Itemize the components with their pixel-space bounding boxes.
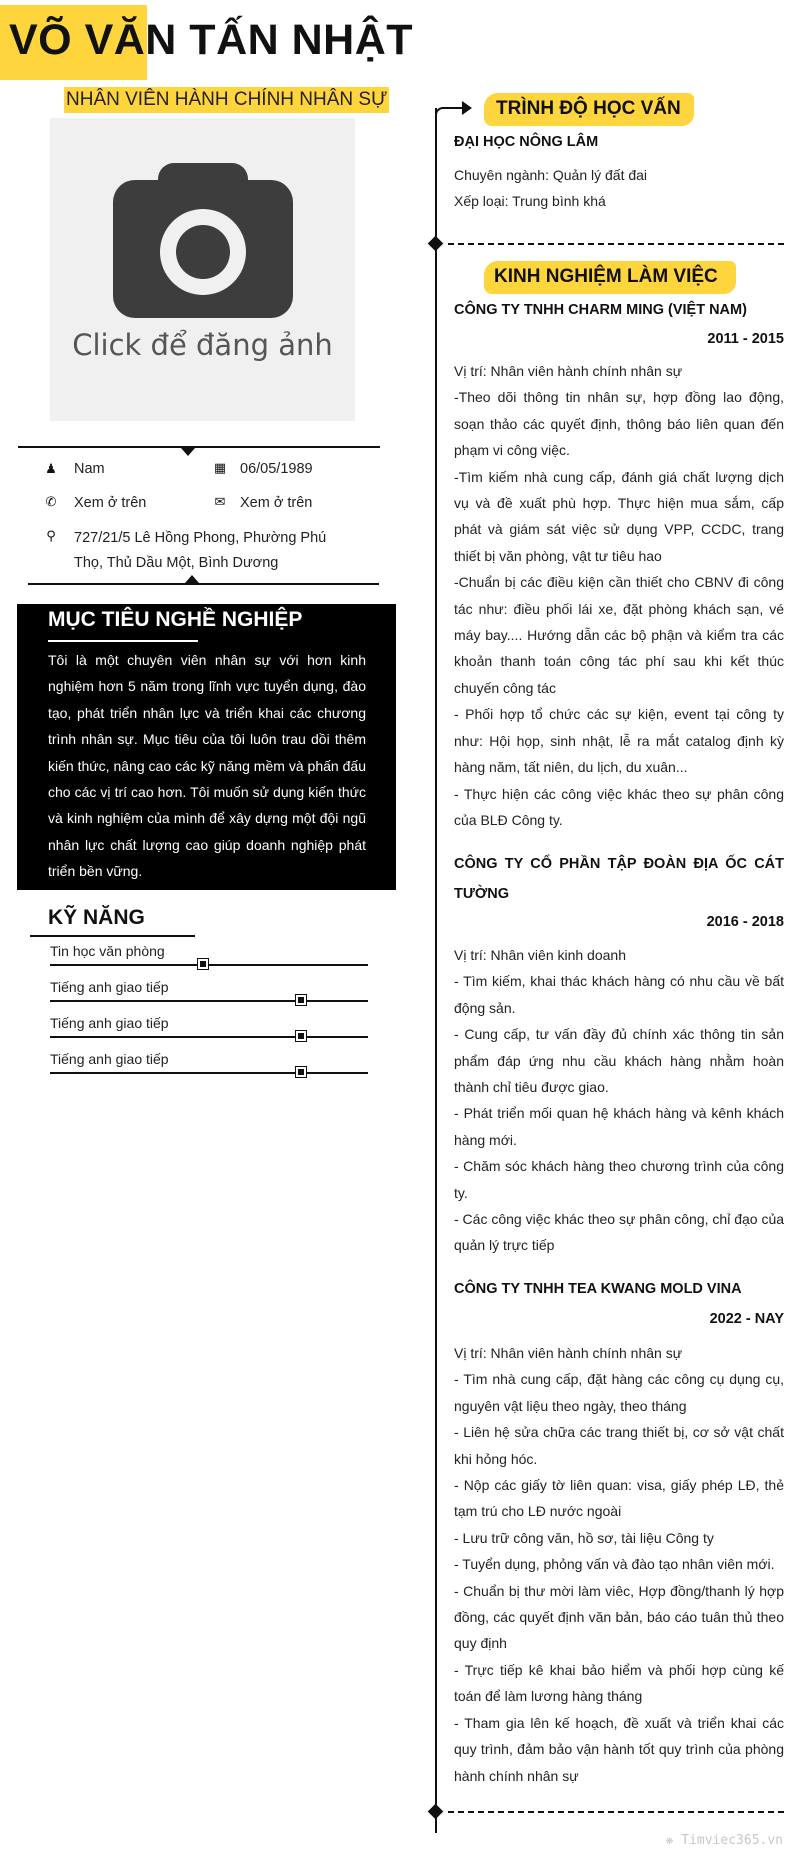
skill-level-knob[interactable] — [197, 958, 209, 970]
job-line: - Trực tiếp kê khai bảo hiểm và phối hợp cùng kế toán để làm lương hàng tháng — [454, 1661, 784, 1705]
job-title: NHÂN VIÊN HÀNH CHÍNH NHÂN SỰ — [64, 87, 389, 113]
address-line-2: Thọ, Thủ Dầu Một, Bình Dương — [74, 555, 279, 571]
skills-title: KỸ NĂNG — [48, 906, 145, 929]
info-divider-arrow-up — [185, 575, 199, 583]
job-line: -Theo dõi thông tin nhân sự, hợp đồng lao động, soạn thảo các quyết định, thông báo liên quan đến phạm vi công việc. — [454, 389, 784, 459]
skill-level-knob[interactable] — [295, 1030, 307, 1042]
timeline-line — [435, 108, 437, 1833]
job-line: - Tham gia lên kế hoạch, đề xuất và triển khai các quy trình, đảm bảo vận hành tốt quy trình của phòng hành chính nhân sự — [454, 1714, 784, 1784]
job-company: CÔNG TY TNHH CHARM MING (VIỆT NAM) — [454, 302, 747, 318]
skill-track — [50, 1036, 368, 1038]
job-line: - Phát triển mối quan hệ khách hàng và kênh khách hàng mới. — [454, 1105, 784, 1148]
job-line: - Liên hệ sửa chữa các trang thiết bị, cơ sở vật chất khi hỏng hóc. — [454, 1424, 784, 1467]
job-period: 2016 - 2018 — [706, 914, 784, 930]
job-line: -Chuẩn bị các điều kiện cần thiết cho CBNV đi công tác như: điều phối lái xe, đặt phòng khách sạn, vé máy bay.... Hướng dẫn các bộ phận và kiểm tra các khoản thanh toán công tác phí sau khi kết thúc chuyến công tác — [454, 574, 784, 696]
phone-value: Xem ở trên — [74, 495, 147, 511]
info-divider-top — [18, 446, 380, 448]
skill-name: Tiếng anh giao tiếp — [50, 979, 169, 995]
timeline-node — [428, 236, 444, 252]
job-line: - Chăm sóc khách hàng theo chương trình của công ty. — [454, 1158, 784, 1201]
gender-value: Nam — [74, 461, 105, 477]
job-period: 2011 - 2015 — [707, 331, 784, 347]
skills-title-underline — [30, 935, 195, 937]
job-line: - Các công việc khác theo sự phân công, chỉ đạo của quản lý trực tiếp — [454, 1211, 785, 1254]
job-company: CÔNG TY TNHH TEA KWANG MOLD VINA — [454, 1281, 742, 1297]
skill-name: Tiếng anh giao tiếp — [50, 1051, 169, 1067]
job-line: -Tìm kiếm nhà cung cấp, đánh giá chất lượng dịch vụ và đề xuất phù hợp. Thực hiện mua sắm, cấp phát và giám sát việc sử dụng VPP, CCDC, trang thiết bị văn phòng, vật tư tiêu hao — [454, 468, 784, 564]
job-line: - Lưu trữ công văn, hồ sơ, tài liệu Công ty — [454, 1529, 714, 1546]
job-company: CÔNG TY CỔ PHẦN TẬP ĐOÀN ĐỊA ỐC CÁT TƯỜNG — [454, 856, 784, 902]
info-divider-arrow-down — [181, 448, 195, 456]
education-major: Chuyên ngành: Quản lý đất đai — [454, 167, 648, 183]
education-school: ĐẠI HỌC NÔNG LÂM — [454, 134, 599, 150]
camera-lens — [176, 225, 230, 279]
job-description — [454, 1340, 784, 1789]
job-line: - Chuẩn bị thư mời làm viêc, Hợp đồng/thanh lý hợp đồng, các quyết định văn bản, báo cáo tuân thủ theo quy định — [454, 1582, 784, 1652]
job-line: - Thực hiện các công việc khác theo sự phân công của BLĐ Công ty. — [454, 785, 784, 828]
section-divider — [448, 243, 784, 245]
info-divider-bottom — [28, 583, 379, 585]
skill-track — [50, 964, 368, 966]
calendar-icon: ▦ — [213, 460, 227, 475]
birthdate-value: 06/05/1989 — [240, 461, 313, 477]
objective-title: MỤC TIÊU NGHỀ NGHIỆP — [48, 608, 303, 631]
timeline-top-bend — [435, 107, 464, 121]
job-description — [454, 358, 784, 833]
skill-name: Tin học văn phòng — [50, 943, 165, 959]
job-line: - Tìm kiếm, khai thác khách hàng có nhu cầu về bất động sản. — [454, 973, 784, 1016]
skill-name: Tiếng anh giao tiếp — [50, 1015, 169, 1031]
skill-track — [50, 1072, 368, 1074]
watermark: ❋ Timviec365.vn — [665, 1833, 783, 1848]
job-line: - Phối hợp tổ chức các sự kiện, event tại công ty như: Hội họp, sinh nhật, lễ ra mắt catalog định kỳ hàng năm, tất niên, du lịch, du xuân... — [454, 706, 784, 776]
email-icon: ✉ — [214, 494, 226, 509]
timeline-arrow-icon — [462, 101, 472, 115]
objective-title-underline — [48, 640, 198, 642]
job-line: - Nộp các giấy tờ liên quan: visa, giấy phép LĐ, thẻ tạm trú cho LĐ nước ngoài — [454, 1477, 784, 1520]
timeline-node — [428, 1804, 444, 1820]
job-line: Vị trí: Nhân viên hành chính nhân sự — [454, 363, 683, 379]
experience-title: KINH NGHIỆM LÀM VIỆC — [494, 266, 718, 287]
candidate-name: VÕ VĂN TẤN NHẬT — [9, 16, 414, 64]
objective-text: Tôi là một chuyên viên nhân sự với hơn kinh nghiệm hơn 5 năm trong lĩnh vực tuyển dụng, đào tạo, phát triển nhân lực và triển khai các chương trình nhân sự. Mục tiêu của tôi luôn trau dồi thêm kiến thức, nâng cao các kỹ năng mềm và phấn đấu cho các vị trí cao hơn. Tôi muốn sử dụng kiến thức và kinh nghiệm của mình để xây dựng một đội ngũ nhân lực chất lượng cao giúp doanh nghiệp phát triển bền vững. — [48, 652, 366, 880]
skill-track — [50, 1000, 368, 1002]
section-divider — [448, 1811, 784, 1813]
job-description — [454, 942, 784, 1259]
job-line: - Tuyển dụng, phỏng vấn và đào tạo nhân viên mới. — [454, 1556, 775, 1573]
phone-icon: ✆ — [45, 494, 57, 509]
education-grade: Xếp loại: Trung bình khá — [454, 193, 606, 209]
location-icon: ⚲ — [46, 528, 56, 543]
photo-upload-label[interactable]: Click để đăng ảnh — [72, 328, 333, 362]
skill-level-knob[interactable] — [295, 1066, 307, 1078]
job-line: Vị trí: Nhân viên hành chính nhân sự — [454, 1345, 683, 1361]
job-line: - Cung cấp, tư vấn đầy đủ chính xác thông tin sản phẩm đáp ứng nhu cầu khách hàng nhằm hoàn thành chỉ tiêu được giao. — [454, 1026, 784, 1096]
address-line-1: 727/21/5 Lê Hồng Phong, Phường Phú — [74, 530, 327, 546]
email-value: Xem ở trên — [240, 495, 313, 511]
job-line: - Tìm nhà cung cấp, đặt hàng các công cụ dụng cụ, nguyên vật liệu theo ngày, theo tháng — [454, 1371, 784, 1414]
watermark-text: Timviec365.vn — [681, 1833, 783, 1848]
skill-level-knob[interactable] — [295, 994, 307, 1006]
education-title: TRÌNH ĐỘ HỌC VẤN — [496, 98, 681, 119]
job-period: 2022 - NAY — [709, 1311, 784, 1327]
job-line: Vị trí: Nhân viên kinh doanh — [454, 947, 626, 963]
user-icon: ♟ — [45, 461, 57, 476]
